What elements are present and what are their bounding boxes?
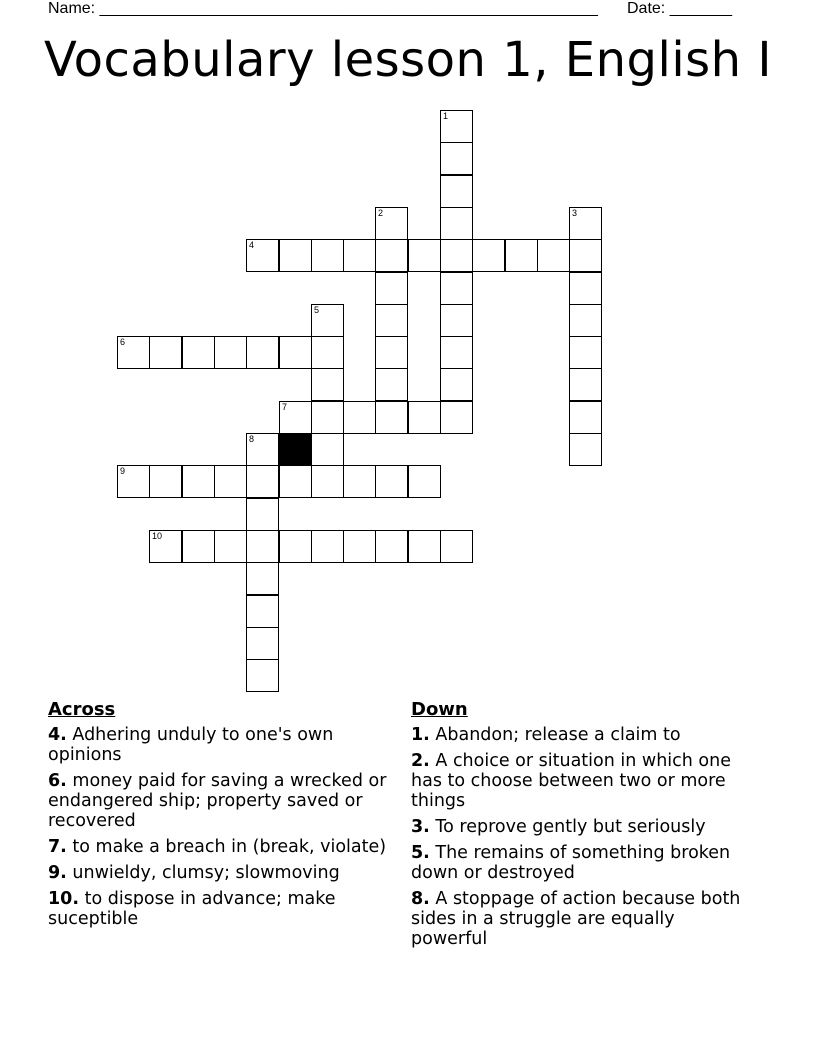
grid-cell[interactable] [569, 304, 602, 337]
grid-cell[interactable] [343, 401, 376, 434]
cell-number: 8 [249, 434, 255, 444]
grid-cell[interactable] [279, 239, 312, 272]
clue-text: Abandon; release a claim to [435, 725, 681, 745]
grid-cell[interactable] [440, 142, 473, 175]
grid-cell[interactable] [569, 368, 602, 401]
grid-cell[interactable] [311, 401, 344, 434]
grid-cell[interactable] [569, 433, 602, 466]
cell-number: 4 [249, 240, 255, 250]
grid-cell-black [279, 433, 312, 466]
grid-cell[interactable] [182, 465, 215, 498]
grid-cell[interactable] [246, 239, 279, 272]
cell-number: 6 [120, 337, 126, 347]
grid-cell[interactable] [246, 562, 279, 595]
grid-cell[interactable] [440, 110, 473, 143]
grid-cell[interactable] [246, 595, 279, 628]
grid-cell[interactable] [246, 627, 279, 660]
grid-cell[interactable] [408, 465, 441, 498]
clue-number: 8. [411, 889, 430, 909]
grid-cell[interactable] [375, 336, 408, 369]
clue-down-1 [411, 725, 756, 745]
grid-cell[interactable] [214, 530, 247, 563]
grid-cell[interactable] [311, 530, 344, 563]
grid-cell[interactable] [375, 465, 408, 498]
across-clues [48, 700, 398, 935]
grid-cell[interactable] [375, 401, 408, 434]
clue-across-6 [48, 771, 398, 831]
grid-cell[interactable] [375, 207, 408, 240]
grid-cell[interactable] [311, 433, 344, 466]
clue-across-7 [48, 837, 398, 857]
cell-number: 7 [282, 402, 288, 412]
cell-number: 5 [314, 305, 320, 315]
grid-cell[interactable] [214, 465, 247, 498]
clue-text: money paid for saving a wrecked or endangered ship; property saved or recovered [48, 771, 387, 831]
clue-down-8 [411, 889, 756, 949]
grid-cell[interactable] [246, 530, 279, 563]
date-field-label: Date: _______ [627, 0, 732, 17]
grid-cell[interactable] [279, 401, 312, 434]
grid-cell[interactable] [214, 336, 247, 369]
grid-cell[interactable] [569, 272, 602, 305]
grid-cell[interactable] [375, 239, 408, 272]
clue-across-4 [48, 725, 398, 765]
grid-cell[interactable] [440, 530, 473, 563]
grid-cell[interactable] [149, 465, 182, 498]
grid-cell[interactable] [343, 239, 376, 272]
grid-cell[interactable] [246, 498, 279, 531]
grid-cell[interactable] [117, 336, 150, 369]
clue-across-10 [48, 889, 398, 929]
cell-number: 9 [120, 466, 126, 476]
grid-cell[interactable] [569, 239, 602, 272]
clue-number: 6. [48, 771, 67, 791]
grid-cell[interactable] [569, 336, 602, 369]
grid-cell[interactable] [311, 465, 344, 498]
grid-cell[interactable] [311, 239, 344, 272]
cell-number: 1 [443, 111, 449, 121]
clue-number: 3. [411, 817, 430, 837]
clue-text: unwieldy, clumsy; slowmoving [72, 863, 340, 883]
grid-cell[interactable] [246, 659, 279, 692]
grid-cell[interactable] [440, 368, 473, 401]
clue-down-2 [411, 751, 756, 811]
page-title: Vocabulary lesson 1, English I [43, 32, 773, 88]
clue-number: 2. [411, 751, 430, 771]
grid-cell[interactable] [440, 401, 473, 434]
clue-text: Adhering unduly to one's own opinions [48, 725, 334, 765]
grid-cell[interactable] [375, 368, 408, 401]
grid-cell[interactable] [311, 304, 344, 337]
name-field-label: Name: ________________________________________________________ [48, 0, 598, 17]
clue-across-9 [48, 863, 398, 883]
grid-cell[interactable] [311, 336, 344, 369]
grid-cell[interactable] [246, 433, 279, 466]
clue-down-3 [411, 817, 756, 837]
grid-cell[interactable] [279, 465, 312, 498]
grid-cell[interactable] [505, 239, 538, 272]
clue-number: 5. [411, 843, 430, 863]
grid-cell[interactable] [279, 336, 312, 369]
grid-cell[interactable] [569, 207, 602, 240]
grid-cell[interactable] [408, 401, 441, 434]
grid-cell[interactable] [440, 272, 473, 305]
grid-cell[interactable] [117, 465, 150, 498]
clue-text: to make a breach in (break, violate) [72, 837, 387, 857]
grid-cell[interactable] [537, 239, 570, 272]
grid-cell[interactable] [149, 336, 182, 369]
grid-cell[interactable] [440, 304, 473, 337]
grid-cell[interactable] [182, 530, 215, 563]
clue-text: The remains of something broken down or destroyed [411, 843, 731, 883]
down-heading: Down [411, 699, 468, 720]
grid-cell[interactable] [408, 239, 441, 272]
grid-cell[interactable] [246, 465, 279, 498]
clue-down-5 [411, 843, 756, 883]
grid-cell[interactable] [182, 336, 215, 369]
grid-cell[interactable] [440, 336, 473, 369]
grid-cell[interactable] [375, 272, 408, 305]
grid-cell[interactable] [279, 530, 312, 563]
grid-cell[interactable] [440, 207, 473, 240]
grid-cell[interactable] [440, 239, 473, 272]
grid-cell[interactable] [246, 336, 279, 369]
grid-cell[interactable] [408, 530, 441, 563]
grid-cell[interactable] [311, 368, 344, 401]
cell-number: 2 [378, 208, 384, 218]
cell-number: 10 [152, 531, 163, 541]
clue-text: A stoppage of action because both sides in a struggle are equally powerful [411, 889, 741, 949]
grid-cell[interactable] [472, 239, 505, 272]
clue-number: 4. [48, 725, 67, 745]
across-heading: Across [48, 699, 116, 720]
down-clues [411, 700, 756, 955]
grid-cell[interactable] [569, 401, 602, 434]
clue-number: 10. [48, 889, 80, 909]
grid-cell[interactable] [440, 175, 473, 208]
grid-cell[interactable] [343, 465, 376, 498]
grid-cell[interactable] [375, 304, 408, 337]
grid-cell[interactable] [149, 530, 182, 563]
cell-number: 3 [572, 208, 578, 218]
clue-text: to dispose in advance; make suceptible [48, 889, 336, 929]
clue-text: To reprove gently but seriously [435, 817, 706, 837]
clue-number: 9. [48, 863, 67, 883]
grid-cell[interactable] [375, 530, 408, 563]
clue-number: 1. [411, 725, 430, 745]
grid-cell[interactable] [343, 530, 376, 563]
clue-text: A choice or situation in which one has to choose between two or more things [411, 751, 732, 811]
clue-number: 7. [48, 837, 67, 857]
